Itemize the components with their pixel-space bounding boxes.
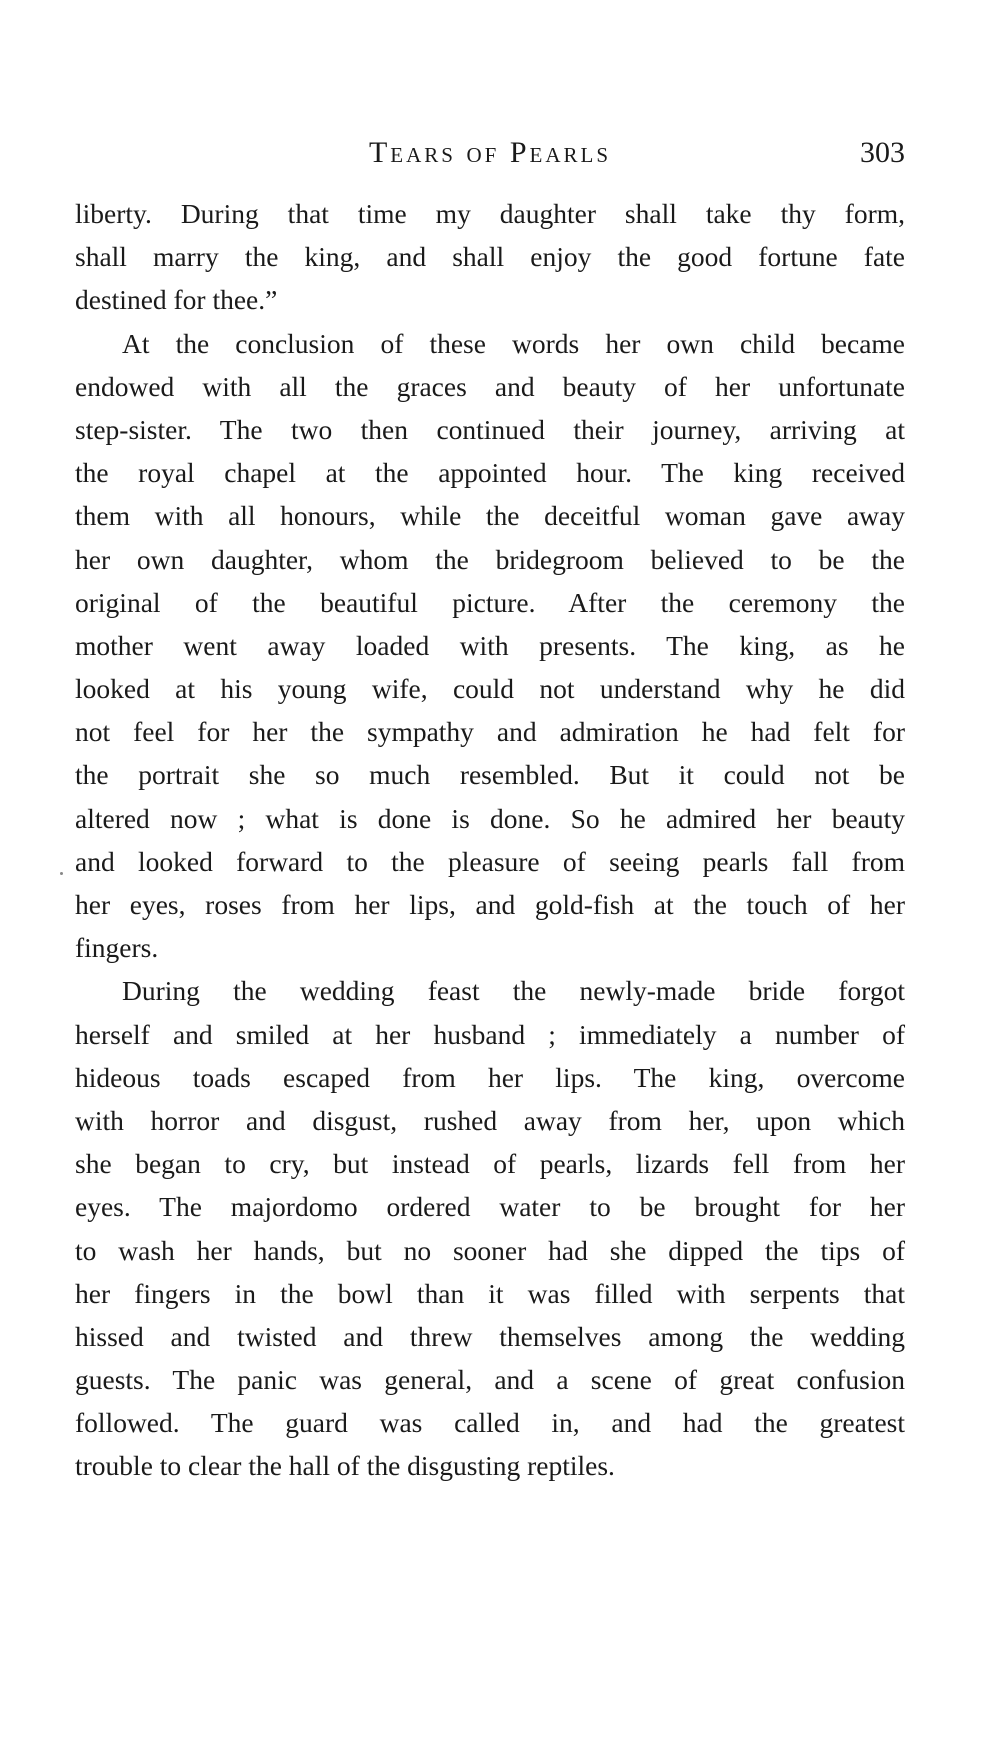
text-line: altered now ; what is done is done. So he admired her beauty bbox=[75, 802, 905, 834]
text-line: looked at his young wife, could not understand why he did bbox=[75, 673, 905, 705]
text-line: liberty. During that time my daughter shall take thy form, bbox=[75, 198, 905, 229]
text-line: fingers. bbox=[75, 932, 159, 964]
text-line: hideous toads escaped from her lips. The king, overcome bbox=[75, 1061, 905, 1093]
text-line: followed. The guard was called in, and had the greatest bbox=[75, 1407, 905, 1439]
text-line: her eyes, roses from her lips, and gold-fish at the touch of her bbox=[75, 889, 905, 920]
text-line: with horror and disgust, rushed away from her, upon which bbox=[75, 1104, 905, 1136]
text-line: trouble to clear the hall of the disgusting reptiles. bbox=[75, 1450, 615, 1482]
text-line: eyes. The majordomo ordered water to be brought for her bbox=[75, 1191, 905, 1223]
text-line: destined for thee.” bbox=[75, 284, 278, 316]
text-line: mother went away loaded with presents. The king, as he bbox=[75, 629, 905, 661]
text-line: her fingers in the bowl than it was filled with serpents that bbox=[75, 1277, 905, 1309]
text-line: During the wedding feast the newly-made bride forgot bbox=[122, 975, 905, 1007]
text-line: not feel for her the sympathy and admiration he had felt for bbox=[75, 716, 905, 748]
text-line: the portrait she so much resembled. But it could not be bbox=[75, 759, 905, 791]
text-line: original of the beautiful picture. After the ceremony the bbox=[75, 586, 905, 618]
body-text bbox=[75, 192, 905, 1488]
scan-speck bbox=[60, 872, 63, 875]
running-head bbox=[75, 136, 905, 176]
text-line: she began to cry, but instead of pearls, lizards fell from her bbox=[75, 1148, 905, 1180]
text-line: At the conclusion of these words her own child became bbox=[122, 327, 905, 359]
page-number: 303 bbox=[860, 136, 905, 169]
text-line: guests. The panic was general, and a scene of great confusion bbox=[75, 1364, 905, 1396]
text-line: to wash her hands, but no sooner had she dipped the tips of bbox=[75, 1234, 905, 1266]
text-line: hissed and twisted and threw themselves among the wedding bbox=[75, 1320, 905, 1352]
text-line: herself and smiled at her husband ; immediately a number of bbox=[75, 1018, 905, 1050]
running-title: Tears of Pearls bbox=[368, 136, 612, 169]
text-line: and looked forward to the pleasure of seeing pearls fall from bbox=[75, 845, 905, 877]
text-line: step-sister. The two then continued their journey, arriving at bbox=[75, 413, 905, 445]
text-line: the royal chapel at the appointed hour. The king received bbox=[75, 457, 905, 489]
text-line: shall marry the king, and shall enjoy the good fortune fate bbox=[75, 241, 905, 273]
text-line: them with all honours, while the deceitful woman gave away bbox=[75, 500, 905, 532]
text-line: her own daughter, whom the bridegroom believed to be the bbox=[75, 543, 905, 575]
text-line: endowed with all the graces and beauty of her unfortunate bbox=[75, 370, 905, 402]
